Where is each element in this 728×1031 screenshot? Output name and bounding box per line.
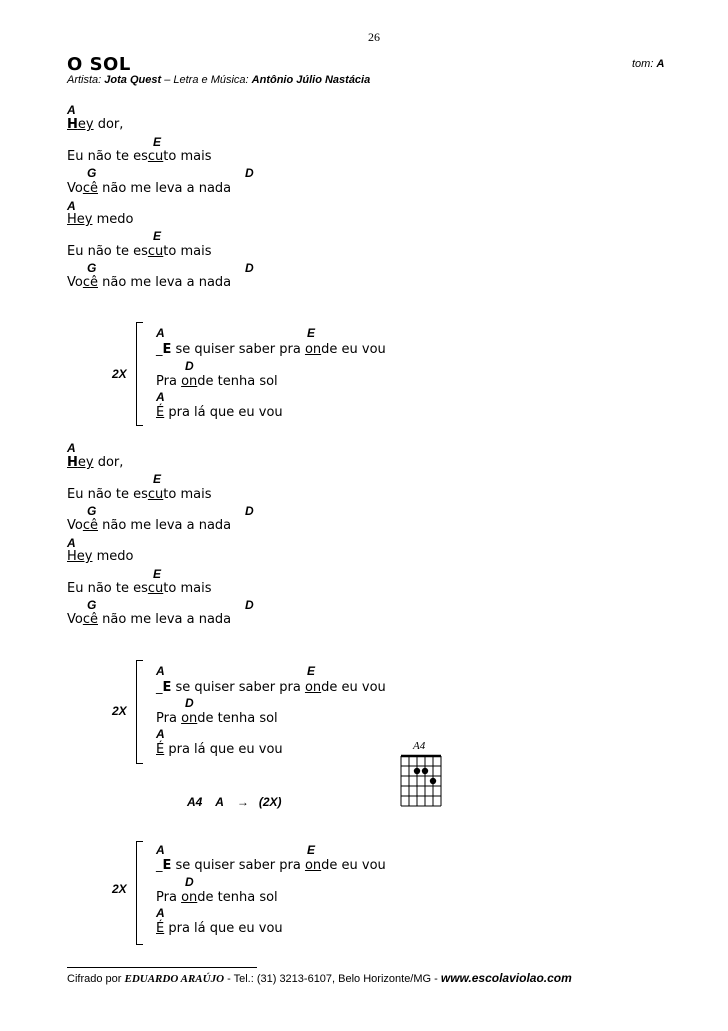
lyric-line: Eu não te escuto mais bbox=[67, 581, 212, 596]
chord: A bbox=[67, 103, 76, 117]
lyric-line: Eu não te escuto mais bbox=[67, 149, 212, 164]
chord-diagram-grid bbox=[398, 754, 446, 810]
lyric-line: Eu não te escuto mais bbox=[67, 244, 212, 259]
chord: G bbox=[87, 504, 97, 518]
chord: A bbox=[67, 199, 76, 213]
chord: E bbox=[307, 664, 316, 678]
repeat-bracket bbox=[136, 322, 143, 426]
lyric-line: Você não me leva a nada bbox=[67, 518, 232, 533]
artist-line: Artista: Jota Quest – Letra e Música: Antônio Júlio Nastácia bbox=[67, 74, 371, 86]
finger-dot bbox=[430, 778, 436, 784]
chord: E bbox=[153, 135, 162, 149]
lyric-line: Hey dor, bbox=[67, 117, 124, 132]
chord: G bbox=[87, 261, 97, 275]
chord: D bbox=[245, 166, 254, 180]
chord: A bbox=[67, 441, 76, 455]
chord: A bbox=[156, 326, 165, 340]
lyric-line: Hey medo bbox=[67, 549, 134, 564]
chord-diagram-title: A4 bbox=[413, 740, 426, 752]
lyric-line: É pra lá que eu vou bbox=[156, 742, 283, 757]
lyric-line: Pra onde tenha sol bbox=[156, 374, 278, 389]
chord: A bbox=[156, 843, 165, 857]
chord: G bbox=[87, 598, 97, 612]
chord: E bbox=[307, 326, 316, 340]
lyric-line: Hey medo bbox=[67, 212, 134, 227]
chord: A bbox=[67, 536, 76, 550]
chord: E bbox=[307, 843, 316, 857]
finger-dot bbox=[422, 768, 428, 774]
chord: D bbox=[185, 359, 194, 373]
chord: D bbox=[185, 875, 194, 889]
lyric-line: _E se quiser saber pra onde eu vou bbox=[156, 680, 386, 695]
lyric-line: Você não me leva a nada bbox=[67, 275, 232, 290]
chord: A bbox=[156, 664, 165, 678]
lyric-line: Você não me leva a nada bbox=[67, 181, 232, 196]
chord: D bbox=[245, 261, 254, 275]
chord: E bbox=[153, 472, 162, 486]
lyric-line: Hey dor, bbox=[67, 455, 124, 470]
repeat-bracket bbox=[136, 660, 143, 764]
chord: A bbox=[156, 906, 165, 920]
chord: G bbox=[87, 166, 97, 180]
song-title: O SOL bbox=[67, 54, 131, 75]
page-number: 26 bbox=[368, 30, 380, 44]
chord: E bbox=[153, 229, 162, 243]
lyric-line: Pra onde tenha sol bbox=[156, 711, 278, 726]
song-key: tom: A bbox=[632, 58, 665, 70]
repeat-marker: 2X bbox=[112, 704, 127, 718]
interlude-sequence: A4 A → (2X) bbox=[187, 795, 282, 809]
finger-dot bbox=[414, 768, 420, 774]
chord: A bbox=[156, 727, 165, 741]
lyric-line: _E se quiser saber pra onde eu vou bbox=[156, 342, 386, 357]
chord: D bbox=[245, 504, 254, 518]
lyric-line: Pra onde tenha sol bbox=[156, 890, 278, 905]
chord: A bbox=[156, 390, 165, 404]
lyric-line: _E se quiser saber pra onde eu vou bbox=[156, 858, 386, 873]
chord: D bbox=[185, 696, 194, 710]
footer-site-link: www.escolaviolao.com bbox=[440, 971, 572, 985]
lyric-line: É pra lá que eu vou bbox=[156, 405, 283, 420]
footer-credits: Cifrado por EDUARDO ARAÚJO - Tel.: (31) 3213-6107, Belo Horizonte/MG - www.escolaviolao.com bbox=[67, 971, 572, 985]
lyric-line: Você não me leva a nada bbox=[67, 612, 232, 627]
lyric-line: É pra lá que eu vou bbox=[156, 921, 283, 936]
repeat-bracket bbox=[136, 841, 143, 945]
repeat-marker: 2X bbox=[112, 882, 127, 896]
repeat-marker: 2X bbox=[112, 367, 127, 381]
chord: E bbox=[153, 567, 162, 581]
chord: D bbox=[245, 598, 254, 612]
footer-rule bbox=[67, 967, 257, 968]
lyric-line: Eu não te escuto mais bbox=[67, 487, 212, 502]
